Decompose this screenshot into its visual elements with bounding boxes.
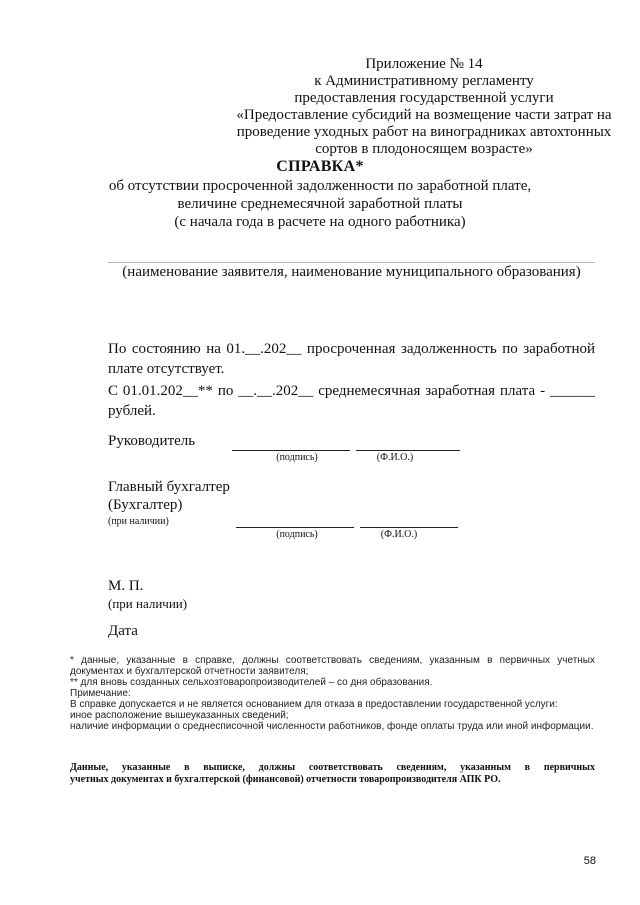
if-any-note: (при наличии)	[108, 516, 169, 527]
appendix-line: предоставления государственной услуги	[294, 90, 554, 106]
name-caption: (Ф.И.О.)	[380, 529, 418, 540]
note-line: иное расположение вышеуказанных сведений;	[70, 710, 289, 721]
stamp-if-any: (при наличии)	[108, 596, 188, 611]
note-line: наличие информации о среднесписочной численности работников, фонде оплаты труда или иной информации.	[70, 721, 594, 732]
head-name-line	[356, 450, 460, 451]
salary-statement-line: рублей.	[108, 403, 156, 419]
debt-statement-line: По состоянию на 01.__.202__ просроченная задолженность по заработной	[108, 341, 595, 357]
subtitle-line: величине среднемесячной заработной платы	[177, 196, 463, 212]
name-caption: (Ф.И.О.)	[376, 452, 414, 463]
chief-accountant-label: Главный бухгалтер	[108, 479, 230, 495]
footnote-line: документах и бухгалтерской отчетности заявителя;	[70, 666, 309, 677]
salary-statement-line: С 01.01.202__** по __.__.202__ среднемесячная заработная плата - ______	[108, 383, 595, 399]
signature-caption: (подпись)	[276, 529, 318, 540]
accountant-label: (Бухгалтер)	[108, 497, 183, 513]
note-label: Примечание:	[70, 688, 131, 699]
subtitle-line: (с начала года в расчете на одного работника)	[174, 214, 466, 230]
footer-line: учетных документах и бухгалтерской (финансовой) отчетности товаропроизводителя АПК РО.	[70, 774, 501, 785]
signature-caption: (подпись)	[276, 452, 318, 463]
stamp-label: М. П.	[108, 578, 144, 594]
footer-line: Данные, указанные в выписке, должны соответствовать сведениям, указанным в первичных	[70, 762, 595, 773]
page-number: 58	[583, 855, 596, 867]
head-label: Руководитель	[108, 433, 196, 449]
appendix-line: сортов в плодоносящем возрасте»	[315, 141, 533, 157]
date-label: Дата	[108, 623, 138, 639]
head-signature-line	[232, 450, 350, 451]
footer-note	[70, 762, 595, 786]
accountant-name-line	[360, 527, 458, 528]
appendix-header	[230, 56, 618, 158]
document-title: СПРАВКА*	[276, 158, 364, 175]
appendix-line: к Административному регламенту	[314, 73, 534, 89]
applicant-caption: (наименование заявителя, наименование муниципального образования)	[122, 264, 581, 280]
document-subtitle	[60, 177, 580, 231]
note-line: В справке допускается и не является основанием для отказа в предоставлении государственной услуги:	[70, 699, 558, 710]
applicant-name-line	[108, 262, 595, 263]
appendix-line: проведение уходных работ на виноградниках автохтонных	[236, 124, 612, 140]
footnote-line: * данные, указанные в справке, должны соответствовать сведениям, указанным в первичных учетных	[70, 655, 595, 666]
appendix-line: Приложение № 14	[365, 56, 483, 72]
appendix-line: «Предоставление субсидий на возмещение части затрат на	[236, 107, 612, 123]
debt-statement-line: плате отсутствует.	[108, 361, 225, 377]
accountant-signature-line	[236, 527, 354, 528]
subtitle-line: об отсутствии просроченной задолженности по заработной плате,	[108, 178, 532, 194]
footnotes	[70, 655, 595, 732]
footnote-line: ** для вновь созданных сельхозтоваропроизводителей – со дня образования.	[70, 677, 433, 688]
